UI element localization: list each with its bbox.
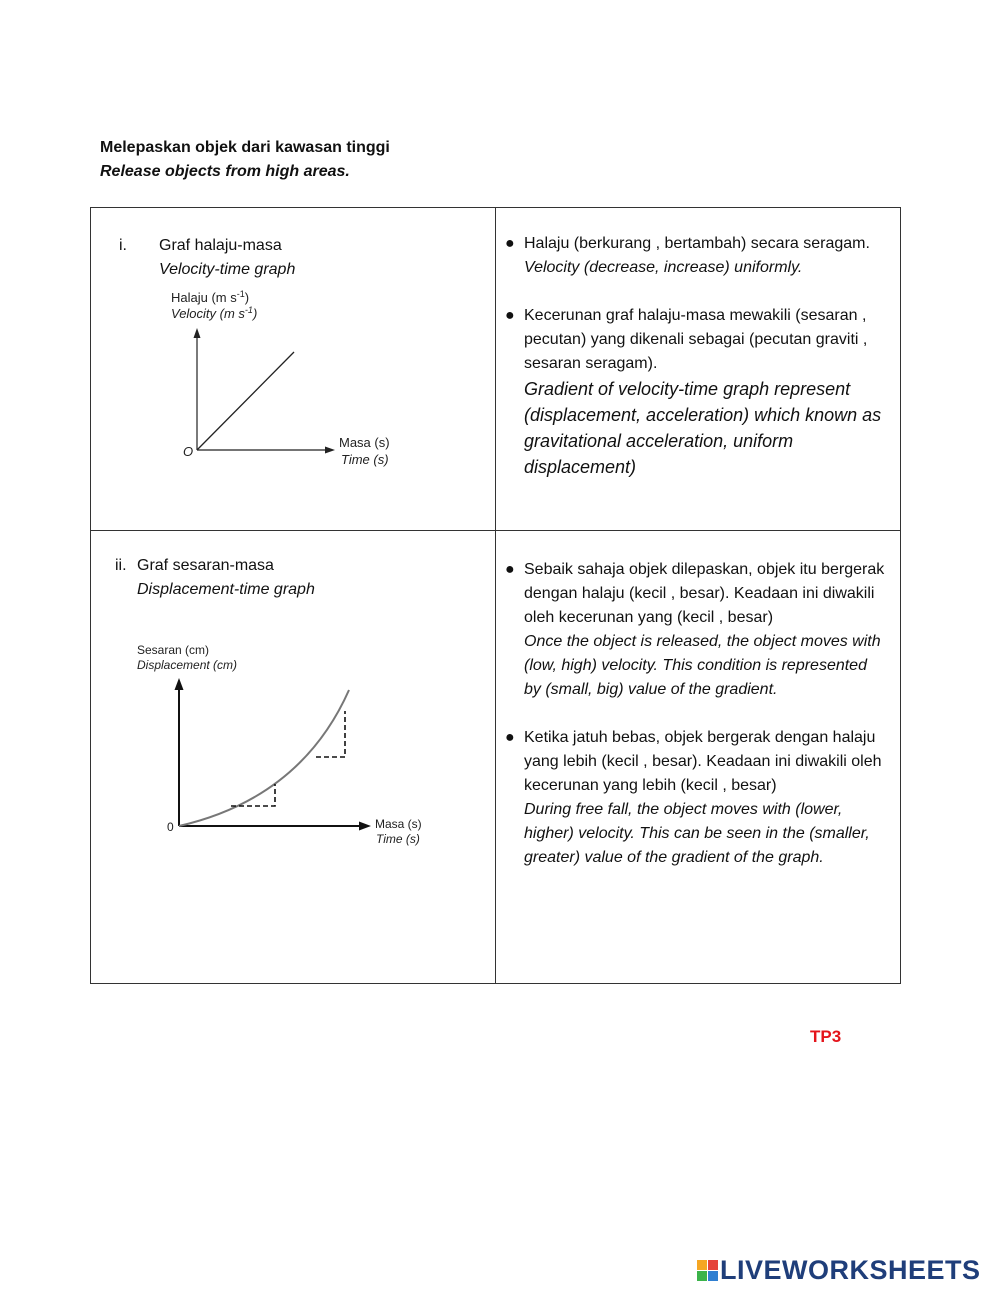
liveworksheets-logo [697, 1255, 981, 1285]
row1-bullet-1-ms: Halaju (berkurang , bertambah) secara seragam. [524, 235, 870, 252]
row1-bullet-2 [496, 304, 886, 480]
dt-x-label-ms: Masa (s) [375, 817, 422, 831]
bullet-dot-icon: ● [505, 307, 515, 324]
row2-caption-ms: Graf sesaran-masa [137, 557, 274, 574]
row1-bullet-1-en: Velocity (decrease, increase) uniformly. [524, 259, 803, 276]
dt-y-label-ms: Sesaran (cm) [137, 643, 210, 657]
displacement-time-chart [131, 638, 441, 853]
dt-x-arrow-icon [359, 822, 371, 831]
row2-caption-en: Displacement-time graph [137, 581, 315, 598]
row2-caption [115, 554, 315, 602]
bullet-dot-icon: ● [505, 561, 515, 578]
row2-bullet-2-en: During free fall, the object moves with (lower, higher) velocity. This can be seen in the (smaller, greater) value of the gradient of the graph. [524, 801, 870, 866]
row2-bullet-1-ms: Sebaik sahaja objek dilepaskan, objek itu bergerak dengan halaju (kecil , besar). Keadaan ini diwakili oleh kecerunan yang (kecil , besar) [524, 561, 885, 626]
row1-caption [119, 234, 295, 282]
dt-y-arrow-icon [175, 678, 184, 690]
row2-numeral: ii. [115, 557, 127, 574]
vt-x-arrow-icon [325, 447, 335, 454]
vt-x-label-en: Time (s) [341, 452, 389, 467]
tp-level-label: TP3 [810, 1027, 842, 1046]
bullet-dot-icon: ● [505, 729, 515, 746]
row1-bullet-2-en: Gradient of velocity-time graph represent (displacement, acceleration) which known as gravitational acceleration, uniform displacement) [524, 379, 882, 477]
dt-origin: 0 [167, 820, 174, 834]
logo-tile [708, 1271, 718, 1281]
dt-x-label-en: Time (s) [376, 832, 420, 846]
vt-y-arrow-icon [194, 328, 201, 338]
vt-line [197, 352, 294, 450]
content-table [90, 207, 901, 984]
velocity-time-chart [171, 282, 411, 472]
logo-wordmark: LIVEWORKSHEETS [720, 1254, 981, 1285]
logo-tile [697, 1271, 707, 1281]
row2-bullets [496, 558, 886, 870]
row2-bullet-1-en: Once the object is released, the object moves with (low, high) velocity. This condition is represented by (small, big) value of the gradient. [524, 633, 881, 698]
vt-x-label-ms: Masa (s) [339, 435, 390, 450]
vt-y-label-en: Velocity (m $s^{-1}$) [171, 305, 258, 321]
logo-mark-icon [697, 1260, 718, 1281]
logo-tile [697, 1260, 707, 1270]
bullet-dot-icon: ● [505, 235, 515, 252]
row1-caption-ms: Graf halaju-masa [159, 237, 282, 254]
heading-title-en: Release objects from high areas. [100, 163, 350, 180]
vt-y-label-ms: Halaju (m $s^{-1}$) [171, 289, 250, 305]
row1-bullet-2-ms: Kecerunan graf halaju-masa mewakili (sesaran , pecutan) yang dikenali sebagai (pecutan graviti , sesaran seragam). [524, 307, 868, 372]
vt-origin: O [183, 444, 194, 459]
table-row-divider [91, 530, 900, 531]
dt-tangent-large [316, 711, 345, 757]
row1-numeral: i. [119, 237, 127, 254]
logo-tile [708, 1260, 718, 1270]
dt-y-label-en: Displacement (cm) [137, 658, 238, 672]
row2-bullet-1 [496, 558, 886, 702]
row2-bullet-2-ms: Ketika jatuh bebas, objek bergerak dengan halaju yang lebih (kecil , besar). Keadaan ini diwakili oleh kecerunan yang lebih (kecil , besar) [524, 729, 882, 794]
worksheet-heading [100, 136, 390, 184]
heading-title-ms: Melepaskan objek dari kawasan tinggi [100, 139, 390, 156]
row1-bullets [496, 232, 886, 480]
row1-caption-en: Velocity-time graph [159, 261, 296, 278]
row1-bullet-1 [496, 232, 886, 280]
row2-bullet-2 [496, 726, 886, 870]
